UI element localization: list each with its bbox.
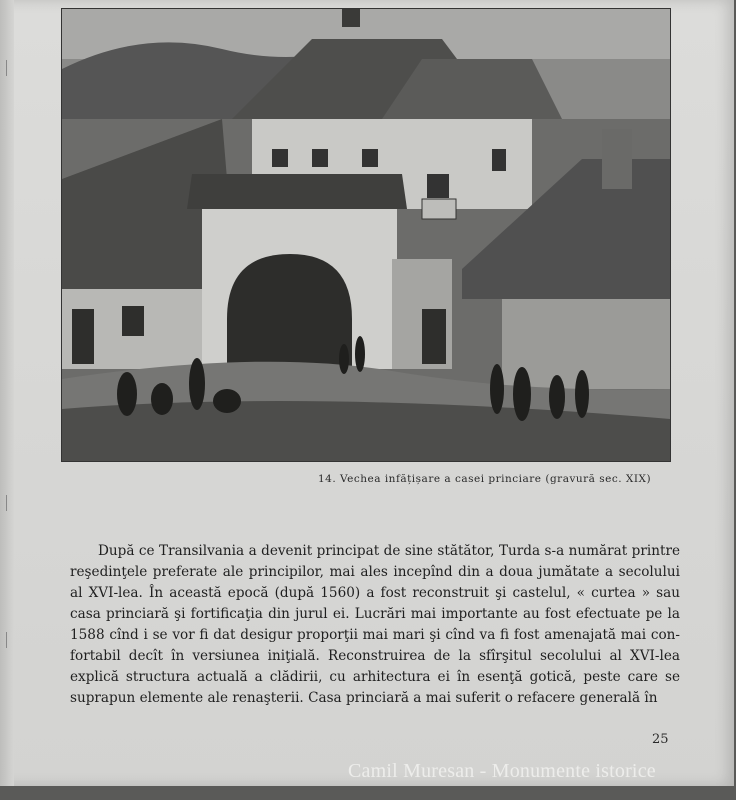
text-line: al XVI-lea. În această epocă (după 1560) a fost reconstruit şi castelul, « curtea » sau xyxy=(70,585,680,601)
text-line: suprapun elemente ale renaşterii. Casa princiară a mai suferit o refacere generală în xyxy=(70,690,658,706)
text-line: După ce Transilvania a devenit principat de sine stătător, Turda s-a numărat printre xyxy=(98,543,680,559)
body-paragraph xyxy=(70,541,680,709)
text-line: reşedinţele preferate ale principilor, mai ales incepînd din a doua jumătate a secolului xyxy=(70,564,680,580)
margin-mark xyxy=(6,632,7,648)
page-gutter xyxy=(0,0,14,786)
watermark-text: Camil Muresan - Monumente istorice xyxy=(348,760,656,782)
text-line: explică structura actuală a clădirii, cu arhitectura ei în esenţă gotică, peste care se xyxy=(70,669,680,685)
margin-mark xyxy=(6,495,7,511)
engraving-illustration xyxy=(61,8,671,462)
text-line: 1588 cînd i se vor fi dat desigur proporţii mai mari şi cînd va fi fost amenajată mai con- xyxy=(70,627,680,643)
margin-mark xyxy=(6,60,7,76)
figure-caption: 14. Vechea infățișare a casei princiare (gravură sec. XIX) xyxy=(318,473,652,485)
text-line: casa princiară şi fortificaţia din jurul ei. Lucrări mai importante au fost efectuate pe la xyxy=(70,606,680,622)
page-number: 25 xyxy=(652,732,669,747)
text-line: fortabil decît în versiunea iniţială. Reconstruirea de la sfîrşitul secolului al XVI-lea xyxy=(70,648,680,664)
